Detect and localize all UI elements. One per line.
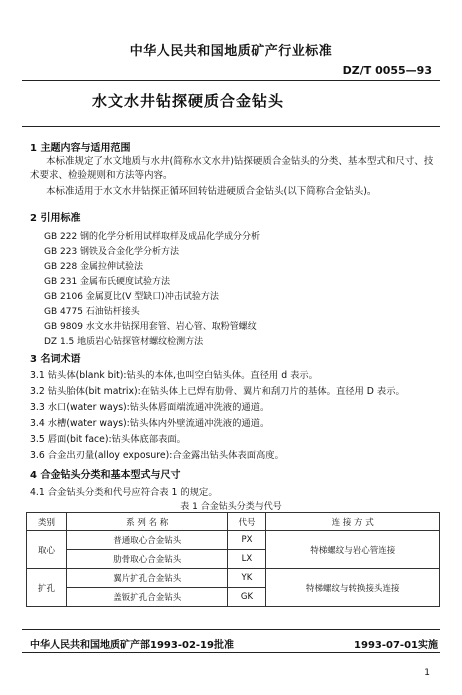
code-cell: YK <box>228 569 266 588</box>
category-cell: 取心 <box>27 531 67 569</box>
term-item: 3.4 水槽(water ways):钻头体内外壁流通冲洗液的通道。 <box>30 418 270 429</box>
section-4-heading: 4 合金钻头分类和基本型式与尺寸 <box>30 470 181 481</box>
header-code: 代号 <box>228 513 266 531</box>
series-name-cell: 肋骨取心合金钻头 <box>66 550 228 569</box>
category-cell: 扩孔 <box>27 569 67 607</box>
standard-code: DZ/T 0055—93 <box>342 64 432 77</box>
section-1-heading: 1 主题内容与适用范围 <box>30 143 131 154</box>
term-item: 3.5 唇面(bit face):钻头体底部表面。 <box>30 434 186 445</box>
term-item: 3.6 合金出刃量(alloy exposure):合金露出钻头体表面高度。 <box>30 450 284 461</box>
section-1-paragraph-2: 本标准适用于水文水井钻探正循环回转钻进硬质合金钻头(以下简称合金钻头)。 <box>46 186 377 197</box>
table-header-row <box>27 513 440 531</box>
document-title: 水文水井钻探硬质合金钻头 <box>92 92 285 110</box>
code-cell: LX <box>228 550 266 569</box>
reference-item: GB 222 钢的化学分析用试样取样及成品化学成分分析 <box>44 232 261 242</box>
table-row <box>27 569 440 588</box>
series-name-cell: 翼片扩孔合金钻头 <box>66 569 228 588</box>
series-name-cell: 普通取心合金钻头 <box>66 531 228 550</box>
reference-item: GB 9809 水文水井钻探用套管、岩心管、取粉管螺纹 <box>44 322 257 332</box>
term-item: 3.3 水口(water ways):钻头体唇面端流通冲洗液的通道。 <box>30 402 270 413</box>
reference-item: GB 223 钢铁及合金化学分析方法 <box>44 247 180 257</box>
section-3-heading: 3 名词术语 <box>30 354 81 365</box>
table-1 <box>26 512 440 607</box>
implementation-date: 1993-07-01实施 <box>354 640 438 651</box>
reference-item: DZ 1.5 地质岩心钻探管材螺纹检测方法 <box>44 337 204 347</box>
header-category: 类别 <box>27 513 67 531</box>
section-4-1-item: 4.1 合金钻头分类和代号应符合表 1 的规定。 <box>30 487 218 498</box>
reference-item: GB 231 金属布氏硬度试验方法 <box>44 277 171 287</box>
footer-bottom-rule <box>22 652 440 653</box>
reference-item: GB 2106 金属夏比(V 型缺口)冲击试验方法 <box>44 292 219 302</box>
table-row <box>27 531 440 550</box>
approval-statement: 中华人民共和国地质矿产部1993-02-19批准 <box>30 640 234 651</box>
title-rule <box>22 126 440 127</box>
table-1-caption: 表 1 合金钻头分类与代号 <box>180 502 282 512</box>
term-item: 3.1 钻头体(blank bit):钻头的本体,也叫空白钻头体。直径用 d 表示。 <box>30 370 318 381</box>
section-2-heading: 2 引用标准 <box>30 213 81 224</box>
connection-cell: 特梯螺纹与转换接头连接 <box>266 569 440 607</box>
section-1-paragraph-1: 本标准规定了水文地质与水井(简称水文水井)钻探硬质合金钻头的分类、基本型式和尺寸、技术要求、检验规则和方法等内容。 <box>30 156 434 181</box>
reference-item: GB 228 金属拉伸试验法 <box>44 262 144 272</box>
header-rule <box>22 80 440 81</box>
footer-rule <box>22 629 440 630</box>
series-name-cell: 盖钣扩孔合金钻头 <box>66 588 228 607</box>
page-number: 1 <box>424 668 430 678</box>
code-cell: PX <box>228 531 266 550</box>
connection-cell: 特梯螺纹与岩心管连接 <box>266 531 440 569</box>
reference-item: GB 4775 石油钻杆接头 <box>44 307 140 317</box>
code-cell: GK <box>228 588 266 607</box>
header-series-name: 系 列 名 称 <box>66 513 228 531</box>
agency-title: 中华人民共和国地质矿产行业标准 <box>129 44 333 59</box>
header-connection: 连 接 方 式 <box>266 513 440 531</box>
term-item: 3.2 钻头胎体(bit matrix):在钻头体上已焊有肋骨、翼片和刮刀片的基体。直径用 D 表示。 <box>30 386 405 397</box>
